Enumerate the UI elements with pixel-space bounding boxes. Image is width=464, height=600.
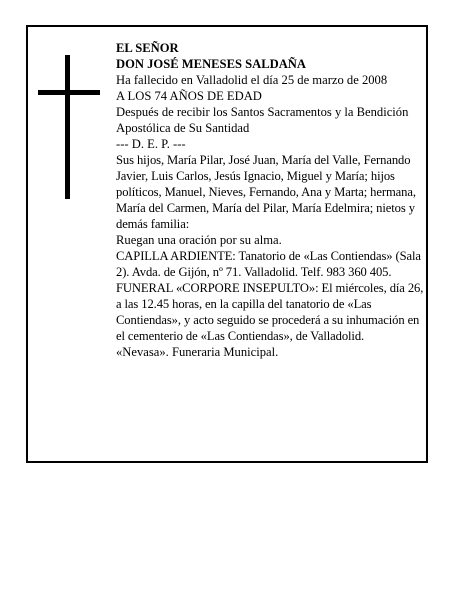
chapel-info: CAPILLA ARDIENTE: Tanatorio de «Las Contiendas» (Sala 2). Avda. de Gijón, nº 71. Valladolid. Telf. 983 360 405. (116, 249, 421, 279)
obituary-notice (26, 25, 428, 463)
family-paragraph: Sus hijos, María Pilar, José Juan, María del Valle, Fernando Javier, Luis Carlos, Jesús Ignacio, Miguel y María; hijos políticos, Manuel, Nieves, Fernando, Ana y Marta; hermana, María del Carmen, María del Pilar, María Edelmira; nietos y demás familia: (116, 153, 416, 231)
rip-line: --- D. E. P. --- (116, 137, 186, 151)
age-line: A LOS 74 AÑOS DE EDAD (116, 89, 262, 103)
prayer-request: Ruegan una oración por su alma. (116, 233, 282, 247)
funeral-home: «Nevasa». Funeraria Municipal. (116, 345, 279, 359)
sacraments-line: Después de recibir los Santos Sacramentos y la Bendición Apostólica de Su Santidad (116, 105, 409, 135)
death-info: Ha fallecido en Valladolid el día 25 de marzo de 2008 (116, 73, 388, 87)
notice-text (116, 40, 426, 360)
title-line-1: EL SEÑOR (116, 41, 179, 55)
cross-horizontal-bar (38, 90, 100, 95)
funeral-info: FUNERAL «CORPORE INSEPULTO»: El miércoles, día 26, a las 12.45 horas, en la capilla del tanatorio de «Las Contiendas», y acto seguido se procederá a su inhumación en el cementerio de «Las Contiendas», de Valladolid. (116, 281, 424, 343)
cross-icon (38, 55, 100, 199)
cross-vertical-bar (65, 55, 70, 199)
deceased-name: DON JOSÉ MENESES SALDAÑA (116, 57, 306, 71)
